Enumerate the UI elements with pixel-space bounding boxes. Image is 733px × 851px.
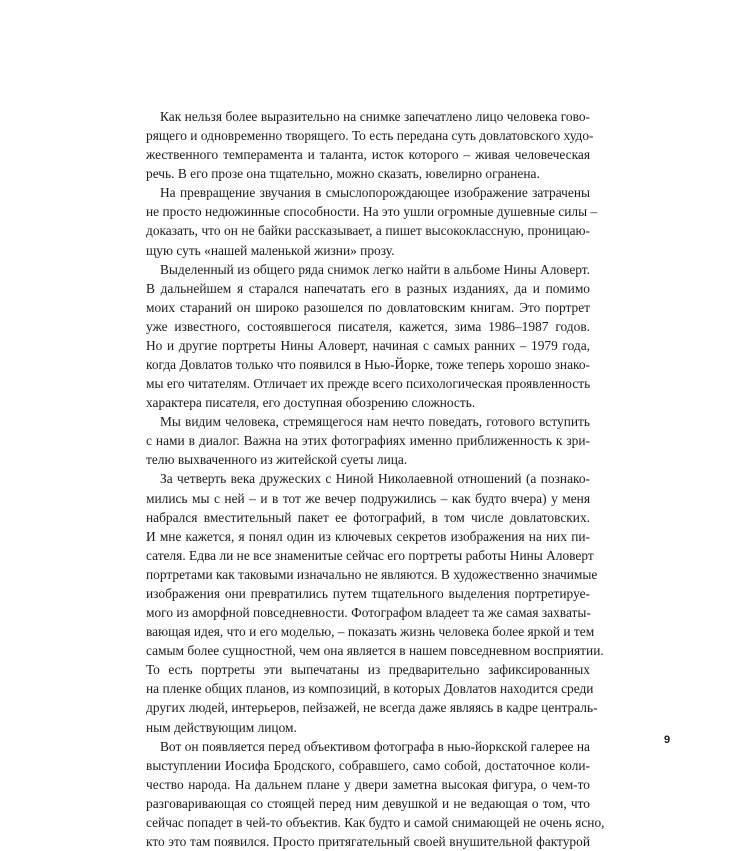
- text-line: телю выхваченного из житейской суеты лица.: [146, 452, 408, 468]
- text-line: В дальнейшем я старался напечатать его в разных изданиях, да и помимо: [146, 280, 590, 296]
- text-line: рящего и одновременно творящего. То есть передана суть довлатовского худо-: [146, 128, 594, 144]
- text-line: мились мы с ней – и в тот же вечер подружились – как будто вчера) у меня: [146, 490, 590, 506]
- text-line: За четверть века дружеских с Ниной Николаевной отношений (а познако-: [160, 471, 590, 487]
- text-line: Выделенный из общего ряда снимок легко найти в альбоме Нины Аловерт.: [160, 261, 590, 277]
- text-line: разговаривающая со стоящей перед ним девушкой и не ведающая о том, что: [146, 795, 590, 811]
- page-number: 9: [664, 734, 671, 746]
- text-line: Мы видим человека, стремящегося нам нечто поведать, готового вступить: [160, 414, 590, 430]
- text-line: вающая идея, что и его моделью, – показать жизнь человека более яркой и тем: [146, 624, 595, 640]
- text-line: доказать, что он не байки рассказывает, а пишет высококлассную, проницаю-: [146, 223, 590, 239]
- paragraph: [146, 107, 594, 183]
- paragraph: [146, 260, 590, 413]
- text-line: уже известного, состоявшегося писателя, кажется, зима 1986–1987 годов.: [146, 318, 590, 334]
- text-line: кто это там появился. Просто притягательный своей внушительной фактурой: [146, 833, 590, 849]
- paragraph: [146, 469, 604, 736]
- text-line: мы его читателям. Отличает их прежде всего психологическая проявленность: [146, 376, 591, 392]
- text-line: изображения они превратились путем тщательного выделения портретируе-: [146, 585, 590, 601]
- text-line: с нами в диалог. Важна на этих фотографиях именно приближенность к зри-: [146, 433, 590, 449]
- text-line: Но и другие портреты Нины Аловерт, начиная с самых ранних – 1979 года,: [146, 337, 590, 353]
- paragraph: [146, 412, 590, 469]
- text-line: сателя. Едва ли не все знаменитые сейчас его портреты работы Нины Аловерт: [146, 547, 594, 563]
- text-line: речь. В его прозе она тщательно, можно сказать, ювелирно огранена.: [146, 166, 540, 182]
- text-line: И мне кажется, я понял один из ключевых секретов изображения на них пи-: [146, 528, 590, 544]
- text-line: щую суть «нашей маленькой жизни» прозу.: [146, 242, 395, 258]
- text-line: ным действующим лицом.: [146, 719, 297, 735]
- text-line: самым более сущностной, чем она является в нашем повседневном восприятии.: [146, 643, 604, 659]
- body-text: [146, 107, 605, 851]
- text-line: характера писателя, его доступная обозрению сложность.: [146, 395, 476, 411]
- text-line: на пленке общих планов, из композиций, в которых Довлатов находится среди: [146, 681, 594, 697]
- text-line: когда Довлатов только что появился в Нью-Йорке, тоже теперь хорошо знако-: [146, 357, 590, 373]
- text-line: То есть портреты эти выпечатаны из предварительно зафиксированных: [146, 662, 590, 678]
- text-line: моих стараний он широко разошелся по довлатовским книгам. Это портрет: [146, 299, 590, 315]
- text-line: Как нельзя более выразительно на снимке запечатлено лицо человека гово-: [160, 109, 590, 124]
- text-line: мого из аморфной повседневности. Фотографом владеет та же самая захваты-: [146, 605, 591, 621]
- text-line: На превращение звучания в смыслопорождающее изображение затрачены: [160, 185, 590, 201]
- text-line: выступлении Иосифа Бродского, собравшего, само собой, достаточное коли-: [146, 757, 590, 773]
- text-line: жественного темперамента и таланта, исток которого – живая человеческая: [146, 147, 590, 163]
- paragraph: [146, 183, 598, 259]
- text-line: Вот он появляется перед объективом фотографа в нью-йоркской галерее на: [160, 738, 590, 754]
- text-line: сейчас попадет в чей-то объектив. Как будто и самой снимающей не очень ясно,: [146, 814, 605, 830]
- text-line: чество народа. На дальнем плане у двери заметна высокая фигура, о чем-то: [146, 776, 590, 792]
- paragraph: [146, 737, 605, 851]
- text-line: не просто недюжинные способности. На это ушли огромные душевные силы –: [146, 204, 598, 220]
- text-line: портретами как таковыми изначально не являются. В художественно значимые: [146, 566, 598, 582]
- text-line: набрался вместительный пакет ее фотографий, в том числе довлатовских.: [146, 509, 590, 525]
- text-line: других людей, интерьеров, пейзажей, не всегда даже являясь в кадре централь-: [146, 700, 598, 716]
